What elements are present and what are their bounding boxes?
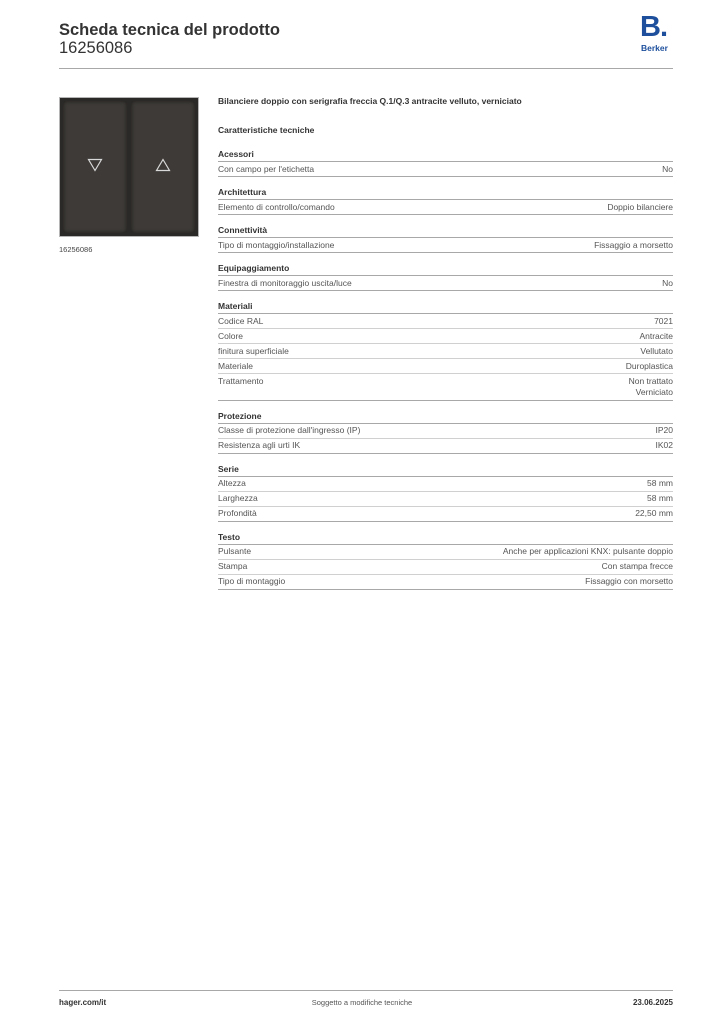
spec-groups [218,139,673,590]
spec-value: Duroplastica [625,360,673,371]
spec-label: Tipo di montaggio/installazione [218,239,335,250]
spec-value: Doppio bilanciere [607,201,673,212]
spec-value: 22,50 mm [635,508,673,518]
footer-date: 23.06.2025 [632,998,673,1007]
rocker-left [63,101,127,233]
spec-group [218,177,673,215]
spec-value: 7021 [654,315,673,326]
spec-label: Materiale [218,360,253,371]
spec-group [218,522,673,590]
spec-row [218,276,673,291]
group-title: Architettura [218,177,673,200]
arrow-down-icon [87,158,103,172]
spec-row [218,560,673,575]
rocker-right [131,101,195,233]
spec-value: Non trattato Verniciato [628,375,673,397]
page-title: Scheda tecnica del prodotto [59,21,280,39]
spec-row [218,359,673,374]
spec-value: IP20 [655,425,673,435]
group-title: Materiali [218,291,673,314]
group-title: Testo [218,522,673,545]
spec-row [218,545,673,560]
spec-value: Anche per applicazioni KNX: pulsante doppio [502,546,673,556]
spec-row [218,374,673,401]
spec-label: Colore [218,330,244,341]
spec-value: Fissaggio con morsetto [585,576,673,586]
spec-row [218,314,673,329]
spec-row [218,162,673,177]
spec-row [218,238,673,253]
product-image [59,97,199,237]
spec-label: Classe di protezione dall'ingresso (IP) [218,425,361,435]
spec-label: Altezza [218,478,246,488]
spec-value: Vellutato [640,345,673,356]
spec-row [218,477,673,492]
spec-row [218,575,673,590]
spec-label: Larghezza [218,493,258,503]
footer-website: hager.com/it [59,998,107,1007]
spec-label: Stampa [218,561,248,571]
group-title: Acessori [218,139,673,162]
spec-group [218,253,673,291]
spec-value: IK02 [655,440,673,450]
specs-title: Caratteristiche tecniche [218,125,315,135]
image-caption: 16256086 [59,245,93,254]
spec-group [218,401,673,454]
spec-row [218,344,673,359]
logo-word: Berker [641,43,668,53]
spec-value: 58 mm [647,478,673,488]
spec-value: 58 mm [647,493,673,503]
spec-label: Con campo per l'etichetta [218,163,315,174]
spec-row [218,329,673,344]
spec-value: No [662,163,673,174]
group-title: Connettività [218,215,673,238]
spec-label: Codice RAL [218,315,264,326]
spec-group [218,139,673,177]
footer-note: Soggetto a modifiche tecniche [311,998,413,1007]
spec-group [218,291,673,401]
spec-row [218,492,673,507]
footer-divider [59,990,673,991]
spec-label: Trattamento [218,375,264,386]
spec-label: Resistenza agli urti IK [218,440,301,450]
logo-letter: B. [640,11,667,43]
spec-row [218,507,673,522]
spec-group [218,454,673,522]
spec-label: Profondità [218,508,257,518]
product-code: 16256086 [59,39,133,57]
spec-row [218,200,673,215]
spec-value: Con stampa frecce [601,561,673,571]
spec-row [218,439,673,454]
spec-group [218,215,673,253]
spec-label: Tipo di montaggio [218,576,286,586]
spec-value: No [662,277,673,288]
group-title: Equipaggiamento [218,253,673,276]
spec-value: Fissaggio a morsetto [594,239,673,250]
group-title: Serie [218,454,673,477]
spec-label: Finestra di monitoraggio uscita/luce [218,277,352,288]
spec-label: finitura superficiale [218,345,289,356]
spec-label: Elemento di controllo/comando [218,201,335,212]
spec-content [218,95,673,590]
spec-label: Pulsante [218,546,252,556]
spec-value: Antracite [639,330,673,341]
arrow-up-icon [155,158,171,172]
spec-row [218,424,673,439]
group-title: Protezione [218,401,673,424]
product-description: Bilanciere doppio con serigrafia freccia Q.1/Q.3 antracite velluto, verniciato [218,96,522,106]
berker-logo [640,11,674,55]
header-divider [59,68,673,69]
